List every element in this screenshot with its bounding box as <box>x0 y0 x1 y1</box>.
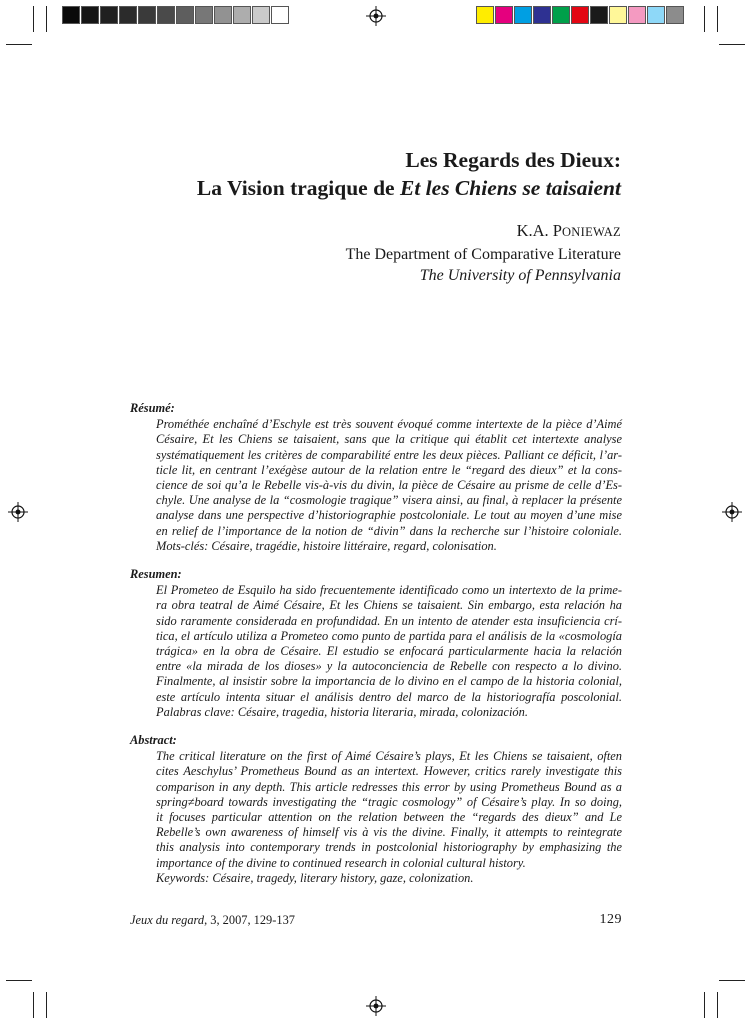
university: The University of Pennsylvania <box>419 267 621 284</box>
crop-mark <box>719 44 745 45</box>
registration-mark-icon <box>366 6 386 26</box>
title-prefix: La Vision tragique de <box>196 176 400 200</box>
text-line: tica, el artículo utiliza a Prometeo como punto de partida para el análisis de la «cosmología <box>156 628 622 643</box>
keywords-line: Palabras clave: Césaire, tragedia, historia literaria, mirada, colonización. <box>156 704 528 719</box>
abstract-french <box>130 401 622 554</box>
text-line: sido raramente considerada en profundidad. En un intento de atender esta insuficiencia crí- <box>156 613 622 628</box>
color-swatch <box>514 6 532 24</box>
color-swatch <box>495 6 513 24</box>
text-line: this analysis into contemporary trends in postcolonial historiography by emphasizing the <box>156 840 622 855</box>
crop-mark <box>6 44 32 45</box>
text-line: ra obra teatral de Aimé Césaire, Et les Chiens se taisaient. Sin embargo, esta relación ha <box>156 598 622 613</box>
crop-mark <box>33 992 34 1018</box>
text-line: The critical literature on the first of Aimé Césaire’s plays, Et les Chiens se taisaient, often <box>156 749 622 764</box>
page-footer <box>130 913 622 928</box>
abstract-heading: Resumen: <box>130 567 182 581</box>
abstract-english <box>130 733 622 886</box>
title-line-2 <box>61 174 621 202</box>
text-line: trágica» en la obra de Césaire. El estudio se enfocará particularmente hacia la relación <box>156 644 622 659</box>
text-line: cites Aeschylus’ Prometheus Bound as an intertext. However, critics rarely investigate this <box>156 764 622 779</box>
author-initials: K.A. P <box>516 221 562 240</box>
text-line: entre «la mirada de los dioses» y la autoconciencia de Rebelle con respecto a lo divino. <box>156 659 622 674</box>
author-surname: ONIEWAZ <box>561 225 621 239</box>
title-line-1: Les Regards des Dieux: <box>405 148 621 172</box>
text-line: en relief de l’importance de la notion de “divin” dans la recherche sur l’histoire coloniale. <box>156 523 622 538</box>
abstract-heading: Résumé: <box>130 401 175 415</box>
crop-mark <box>33 6 34 32</box>
color-swatch <box>609 6 627 24</box>
color-swatch <box>628 6 646 24</box>
color-swatch <box>533 6 551 24</box>
keywords-line: Keywords: Césaire, tragedy, literary history, gaze, colonization. <box>156 870 474 885</box>
crop-mark <box>719 980 745 981</box>
color-swatch <box>647 6 665 24</box>
article-title <box>61 146 621 202</box>
abstract-body <box>156 417 622 554</box>
color-swatch <box>100 6 118 24</box>
registration-mark-icon <box>366 996 386 1016</box>
text-line: cience de soi qu’a le Rebelle vis-à-vis du divin, la pièce de Césaire au prisme de celle d’Es- <box>156 478 622 493</box>
color-swatch <box>571 6 589 24</box>
journal-citation: , 3, 2007, 129-137 <box>204 913 295 927</box>
color-calibration-strip <box>476 6 685 24</box>
text-line: importance of the divine to continued research in colonial cultural history. <box>156 855 526 870</box>
author-affiliation <box>346 244 621 286</box>
crop-mark <box>704 992 705 1018</box>
abstract-heading: Abstract: <box>130 733 177 747</box>
crop-mark <box>717 6 718 32</box>
crop-mark <box>6 980 32 981</box>
color-swatch <box>195 6 213 24</box>
text-line: El Prometeo de Esquilo ha sido frecuentemente identificado como un intertexto de la prime- <box>156 583 622 598</box>
text-line: analyse dans une perspective d’historiographie postcoloniale. Le tout au moyen d’une mise <box>156 508 622 523</box>
color-swatch <box>590 6 608 24</box>
journal-name: Jeux du regard <box>130 913 205 927</box>
color-swatch <box>176 6 194 24</box>
text-line: Prométhée enchaîné d’Eschyle est très souvent évoqué comme intertexte de la pièce d’Aimé <box>156 417 622 432</box>
color-swatch <box>252 6 270 24</box>
crop-mark <box>704 6 705 32</box>
color-swatch <box>666 6 684 24</box>
color-swatch <box>552 6 570 24</box>
color-swatch <box>138 6 156 24</box>
color-swatch <box>476 6 494 24</box>
registration-mark-icon <box>722 502 742 522</box>
text-line: Rebelle’s own awareness of himself vis à vis the divine. Finally, it attempts to reintegrate <box>156 825 622 840</box>
color-swatch <box>81 6 99 24</box>
color-swatch <box>119 6 137 24</box>
color-swatch <box>214 6 232 24</box>
crop-mark <box>717 992 718 1018</box>
page-number: 129 <box>599 912 622 927</box>
registration-mark-icon <box>8 502 28 522</box>
color-swatch <box>62 6 80 24</box>
keywords-line: Mots-clés: Césaire, tragédie, histoire littéraire, regard, colonisation. <box>156 538 497 553</box>
crop-mark <box>46 6 47 32</box>
text-line: comparison in any depth. This article redresses this error by using Prometheus Bound as a <box>156 779 622 794</box>
department: The Department of Comparative Literature <box>345 246 621 263</box>
text-line: Finalmente, al insistir sobre la importancia de lo divino en el campo de la historia colonial, <box>156 674 622 689</box>
abstract-body <box>156 749 622 886</box>
grayscale-calibration-strip <box>62 6 290 24</box>
text-line: chyle. Une analyse de la “cosmologie tragique” visera ainsi, au final, à replacer la présente <box>156 493 622 508</box>
abstract-body <box>156 583 622 720</box>
text-line: Césaire, Et les Chiens se taisaient, sans que la critique qui établit cet intertexte analyse <box>156 432 622 447</box>
text-line: spring≠board towards investigating the “tragic cosmology” of Césaire’s play. In so doing, <box>156 794 622 809</box>
color-swatch <box>233 6 251 24</box>
text-line: it focuses particular attention on the relation between the “regards des dieux” and Le <box>156 810 622 825</box>
crop-mark <box>46 992 47 1018</box>
color-swatch <box>157 6 175 24</box>
title-play-name: Et les Chiens se taisaient <box>399 176 621 200</box>
text-line: systématiquement les critères de comparabilité entre les deux pièces. Palliant ce déficit, l’ar- <box>156 447 622 462</box>
text-line: ticle lit, en centrant l’exégèse autour de la relation entre le “regard des dieux” et la cons- <box>156 462 622 477</box>
abstract-spanish <box>130 567 622 720</box>
color-swatch <box>271 6 289 24</box>
text-line: este artículo intenta situar el análisis dentro del marco de la historiografía poscolonial. <box>156 689 622 704</box>
author-name <box>517 221 621 241</box>
